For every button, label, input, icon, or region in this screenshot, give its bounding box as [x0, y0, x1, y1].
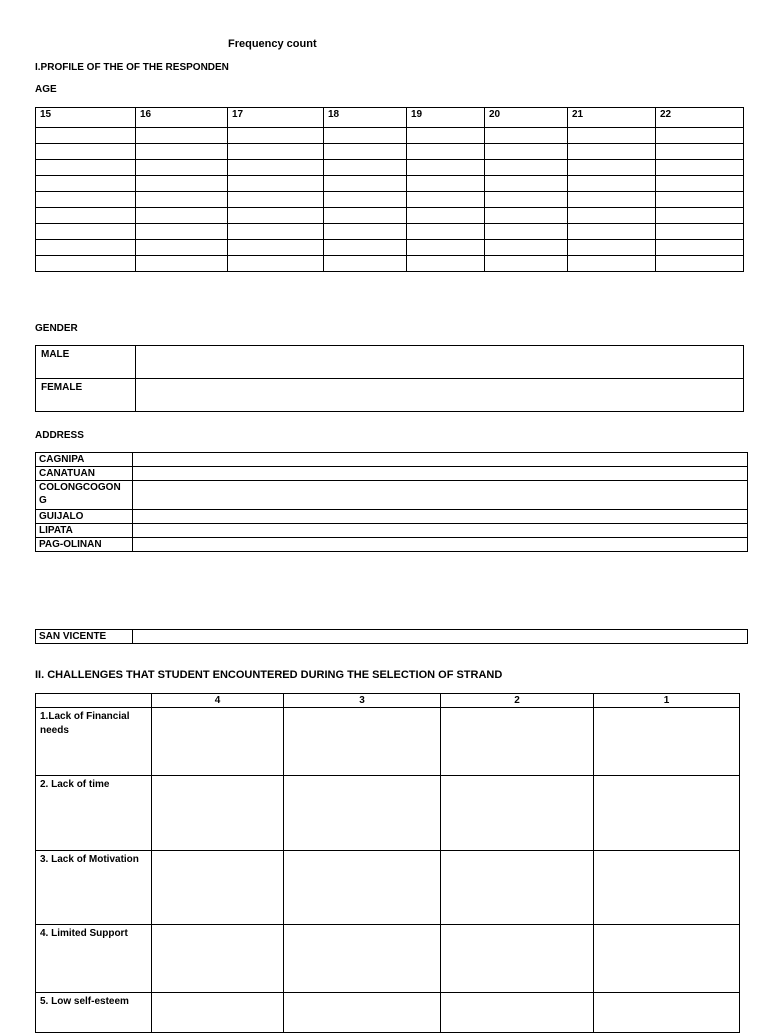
table-cell [324, 176, 407, 192]
table-cell [441, 925, 594, 993]
challenge-label: 2. Lack of time [36, 776, 152, 851]
age-header-cell: 16 [136, 108, 228, 128]
table-cell [284, 925, 441, 993]
table-cell [407, 224, 485, 240]
table-cell [36, 176, 136, 192]
age-label: AGE [35, 84, 57, 95]
age-header-cell: 15 [36, 108, 136, 128]
table-cell [485, 256, 568, 272]
gender-table [35, 345, 744, 412]
table-cell [133, 467, 748, 481]
table-row [36, 256, 744, 272]
age-header-cell: 20 [485, 108, 568, 128]
table-row [36, 538, 748, 552]
gender-row-label: MALE [36, 346, 136, 379]
age-header-cell: 17 [228, 108, 324, 128]
table-cell [284, 776, 441, 851]
table-cell [136, 144, 228, 160]
table-cell [594, 851, 740, 925]
table-cell [656, 176, 744, 192]
gender-row-label: FEMALE [36, 379, 136, 412]
table-cell [133, 630, 748, 644]
table-cell [441, 993, 594, 1033]
table-row [36, 208, 744, 224]
table-cell [228, 192, 324, 208]
table-cell [324, 192, 407, 208]
table-cell [228, 224, 324, 240]
table-cell [36, 208, 136, 224]
address-row-label: COLONGCOGON G [36, 481, 133, 510]
table-row [36, 851, 740, 925]
table-cell [485, 224, 568, 240]
table-cell [407, 160, 485, 176]
table-row [36, 993, 740, 1033]
table-cell [568, 240, 656, 256]
table-row [36, 708, 740, 776]
table-cell [152, 708, 284, 776]
address-extra-table [35, 629, 748, 644]
address-label: ADDRESS [35, 430, 84, 441]
table-cell [441, 851, 594, 925]
table-cell [36, 192, 136, 208]
table-cell [485, 144, 568, 160]
table-cell [133, 524, 748, 538]
table-cell [36, 128, 136, 144]
table-cell [136, 379, 744, 412]
table-row [36, 453, 748, 467]
table-cell [136, 240, 228, 256]
table-cell [656, 192, 744, 208]
table-cell [136, 224, 228, 240]
table-row [36, 192, 744, 208]
table-cell [568, 208, 656, 224]
table-cell [594, 993, 740, 1033]
age-header-cell: 19 [407, 108, 485, 128]
table-row [36, 925, 740, 993]
table-cell [152, 776, 284, 851]
table-cell [656, 160, 744, 176]
header-cell: 3 [284, 694, 441, 708]
table-cell [228, 256, 324, 272]
table-cell [568, 176, 656, 192]
table-cell [133, 538, 748, 552]
table-row [36, 467, 748, 481]
section-heading-profile: I.PROFILE OF THE OF THE RESPONDEN [35, 62, 229, 73]
table-cell [284, 851, 441, 925]
gender-label: GENDER [35, 323, 78, 334]
table-cell [441, 776, 594, 851]
page-title: Frequency count [228, 38, 317, 50]
challenges-header-row [36, 694, 740, 708]
table-cell [656, 224, 744, 240]
address-row-label: PAG-OLINAN [36, 538, 133, 552]
table-cell [407, 256, 485, 272]
table-cell [228, 128, 324, 144]
table-row [36, 160, 744, 176]
table-cell [284, 993, 441, 1033]
table-cell [485, 208, 568, 224]
table-row [36, 128, 744, 144]
table-cell [656, 240, 744, 256]
section-heading-challenges: II. CHALLENGES THAT STUDENT ENCOUNTERED DURING THE SELECTION OF STRAND [35, 669, 503, 681]
table-row [36, 776, 740, 851]
table-cell [656, 208, 744, 224]
address-row-label: LIPATA [36, 524, 133, 538]
challenge-label: 4. Limited Support [36, 925, 152, 993]
table-cell [133, 481, 748, 510]
table-cell [284, 708, 441, 776]
table-cell [568, 160, 656, 176]
table-cell [407, 144, 485, 160]
table-row [36, 346, 744, 379]
table-cell [152, 993, 284, 1033]
table-row [36, 510, 748, 524]
table-row [36, 144, 744, 160]
header-cell: 4 [152, 694, 284, 708]
address-table [35, 452, 748, 552]
table-cell [568, 256, 656, 272]
table-cell [324, 208, 407, 224]
address-row-label: CANATUAN [36, 467, 133, 481]
table-cell [407, 128, 485, 144]
table-cell [407, 240, 485, 256]
table-cell [136, 208, 228, 224]
table-cell [656, 128, 744, 144]
table-row [36, 240, 744, 256]
table-cell [485, 128, 568, 144]
table-row [36, 176, 744, 192]
header-cell: 1 [594, 694, 740, 708]
table-cell [136, 256, 228, 272]
table-cell [324, 144, 407, 160]
table-cell [324, 160, 407, 176]
table-cell [136, 346, 744, 379]
table-cell [407, 192, 485, 208]
challenge-label: 1.Lack of Financial needs [36, 708, 152, 776]
table-cell [594, 708, 740, 776]
table-cell [568, 144, 656, 160]
table-cell [136, 192, 228, 208]
header-cell: 2 [441, 694, 594, 708]
table-cell [228, 208, 324, 224]
table-cell [133, 453, 748, 467]
table-row [36, 630, 748, 644]
table-cell [36, 144, 136, 160]
table-cell [136, 176, 228, 192]
age-header-cell: 18 [324, 108, 407, 128]
table-cell [441, 708, 594, 776]
table-cell [324, 224, 407, 240]
challenge-label: 3. Lack of Motivation [36, 851, 152, 925]
table-row [36, 224, 744, 240]
challenge-label: 5. Low self-esteem [36, 993, 152, 1033]
table-cell [568, 192, 656, 208]
table-cell [485, 192, 568, 208]
table-cell [36, 160, 136, 176]
table-cell [656, 256, 744, 272]
table-cell [407, 176, 485, 192]
challenges-table [35, 693, 740, 1033]
table-cell [568, 128, 656, 144]
table-cell [485, 160, 568, 176]
age-table [35, 107, 744, 272]
table-cell [228, 160, 324, 176]
table-cell [324, 240, 407, 256]
table-row [36, 379, 744, 412]
table-cell [228, 240, 324, 256]
age-header-cell: 21 [568, 108, 656, 128]
header-cell [36, 694, 152, 708]
table-cell [485, 176, 568, 192]
table-cell [656, 144, 744, 160]
table-cell [152, 851, 284, 925]
age-header-row [36, 108, 744, 128]
table-cell [136, 128, 228, 144]
address-row-label: CAGNIPA [36, 453, 133, 467]
table-cell [136, 160, 228, 176]
table-cell [407, 208, 485, 224]
table-cell [568, 224, 656, 240]
table-cell [228, 144, 324, 160]
table-cell [133, 510, 748, 524]
table-row [36, 524, 748, 538]
age-header-cell: 22 [656, 108, 744, 128]
address-row-label: GUIJALO [36, 510, 133, 524]
table-cell [36, 224, 136, 240]
table-cell [324, 128, 407, 144]
table-cell [594, 776, 740, 851]
table-row [36, 481, 748, 510]
table-cell [36, 256, 136, 272]
table-cell [152, 925, 284, 993]
table-cell [324, 256, 407, 272]
table-cell [36, 240, 136, 256]
table-cell [228, 176, 324, 192]
table-cell [485, 240, 568, 256]
table-cell [594, 925, 740, 993]
address-row-label: SAN VICENTE [36, 630, 133, 644]
